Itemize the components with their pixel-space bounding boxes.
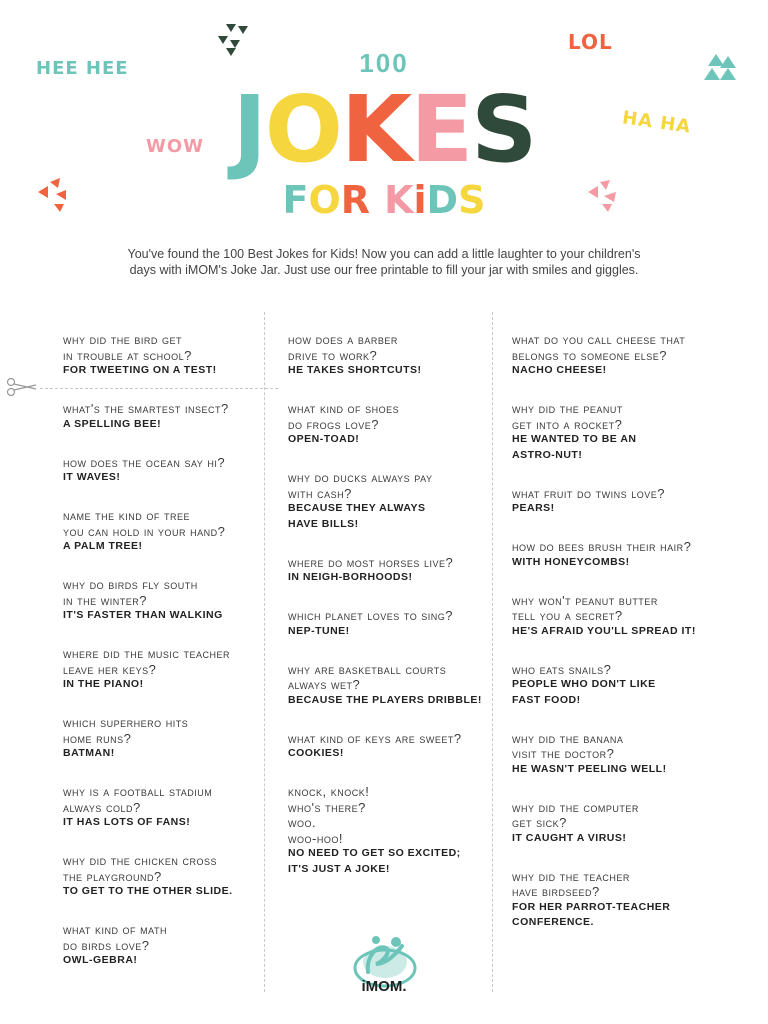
joke-question-line: what kind of keys are sweet? [288,730,462,746]
joke-answer-line: BECAUSE THE PLAYERS DRIBBLE! [288,693,482,706]
joke-answer-line: HE'S AFRAID YOU'LL SPREAD IT! [512,624,696,637]
joke-question-line: always cold? [63,799,141,815]
joke-question-line: why do birds fly south [63,577,198,592]
joke-item [288,608,493,639]
page-title [0,76,768,183]
joke-item [63,646,268,693]
joke-answer-line: ASTRO-NUT! [512,448,583,461]
sub-letter-k: K [384,178,414,222]
joke-item [63,577,268,624]
joke-answer-line: FOR TWEETING ON A TEST! [63,364,217,376]
joke-question-line: why won't peanut butter [512,592,658,608]
joke-item [288,784,493,877]
joke-item [63,784,268,831]
joke-question-line: why is a football stadium [63,784,213,799]
joke-answer-line: CONFERENCE. [512,916,594,928]
lol-text: LOL [568,30,613,54]
title-letter-j: J [232,76,265,183]
joke-item [512,332,717,379]
joke-question-line: how does the ocean say hi? [63,454,226,470]
sub-letter-d: D [426,178,459,222]
title-number: 100 [359,48,409,78]
joke-answer-line: A SPELLING BEE! [63,417,162,430]
joke-question-line: where did the music teacher [63,646,230,661]
joke-question-line: how does a barber [288,332,398,347]
joke-answer-line: FAST FOOD! [512,693,581,706]
joke-question-line: do birds love? [63,937,150,953]
joke-answer-line: OPEN-TOAD! [288,433,360,445]
joke-question-line: in the winter? [63,592,147,608]
sub-letter-s: S [458,178,486,222]
joke-answer-line: BECAUSE THEY ALWAYS [288,502,426,514]
joke-question-line: why did the chicken cross [63,853,217,868]
joke-item [63,853,268,900]
joke-item [512,662,717,709]
joke-column-2 [288,332,493,900]
joke-question-line: get sick? [512,815,567,830]
sub-letter-o: O [308,178,341,222]
joke-question-line: the playground? [63,868,162,884]
joke-answer-line: IT HAS LOTS OF FANS! [63,816,191,828]
joke-question-line: why are basketball courts [288,661,447,677]
joke-question-line: why do ducks always pay [288,470,433,485]
joke-question-line: tell you a secret? [512,608,623,623]
joke-item [512,869,717,931]
sub-letter-i: i [413,178,427,222]
joke-item [63,401,268,432]
joke-question-line: which superhero hits [63,715,189,730]
scissors-icon [6,378,38,396]
wow-decoration: WOW [146,136,205,157]
joke-item [512,486,717,517]
joke-answer-line: IN NEIGH-BORHOODS! [288,571,413,583]
joke-item [288,555,493,586]
title-letter-o: O [264,76,342,183]
joke-question-line: what kind of math [63,922,167,937]
joke-answer-line: HAVE BILLS! [288,517,359,530]
joke-question-line: which planet loves to sing? [288,608,454,623]
joke-item [288,470,493,532]
joke-question-line: get into a rocket? [512,416,623,432]
joke-item [288,731,493,762]
joke-item [288,662,493,709]
joke-column-3 [512,332,717,953]
joke-answer-line: OWL-GEBRA! [63,954,138,966]
joke-question-line: why did the teacher [512,868,630,884]
joke-question-line: drive to work? [288,347,378,363]
joke-question-line: how do bees brush their hair? [512,539,692,554]
joke-question-line: woo. [288,815,317,830]
joke-question-line: belongs to someone else? [512,347,667,363]
joke-question-line: with cash? [288,485,352,501]
joke-item [512,539,717,570]
joke-answer-line: PEOPLE WHO DON'T LIKE [512,678,656,690]
joke-answer-line: NEP-TUNE! [288,624,350,637]
joke-answer-line: FOR HER PARROT-TEACHER [512,900,671,913]
joke-answer-line: HE WANTED TO BE AN [512,433,637,445]
joke-question-line: where do most horses live? [288,554,454,570]
joke-answer-line: IT'S JUST A JOKE! [288,862,390,875]
joke-question-line: why did the peanut [512,401,623,416]
intro-text: You've found the 100 Best Jokes for Kids! Now you can add a little laughter to your children's days with iMOM's Joke Jar. Just use our free printable to fill your jar with smiles and giggles. [127,247,641,277]
joke-question-line: who's there? [288,799,366,815]
joke-question-line: why did the banana [512,730,624,746]
sub-letter-r: R [340,178,371,222]
sub-letter-f: F [282,178,309,222]
joke-question-line: leave her keys? [63,661,157,677]
joke-question-line: home runs? [63,730,132,746]
joke-answer-line: IT'S FASTER THAN WALKING [63,609,223,621]
joke-item [63,332,268,379]
joke-question-line: why did the computer [512,799,639,815]
joke-question-line: who eats snails? [512,661,612,677]
joke-answer-line: IN THE PIANO! [63,678,144,690]
joke-answer-line: NO NEED TO GET SO EXCITED; [288,847,461,859]
joke-item [63,455,268,486]
joke-question-line: what do you call cheese that [512,332,686,347]
joke-answer-line: NACHO CHEESE! [512,364,607,376]
title-letter-s: S [471,76,536,183]
joke-answer-line: COOKIES! [288,747,344,759]
joke-question-line: visit the doctor? [512,746,615,761]
joke-answer-line: WITH HONEYCOMBS! [512,555,630,568]
joke-question-line: name the kind of tree [63,508,190,523]
joke-question-line: always wet? [288,677,361,692]
imom-logo-text: iMOM. [361,978,407,995]
title-letter-e: E [410,76,472,183]
joke-question-line: what's the smartest insect? [63,401,229,416]
joke-question-line: knock, knock! [288,784,370,799]
joke-question-line: have birdseed? [512,884,600,899]
joke-item [63,508,268,555]
joke-item [512,731,717,778]
joke-question-line: in trouble at school? [63,347,192,363]
joke-question-line: do frogs love? [288,416,379,432]
title-letter-k: K [341,76,411,183]
ha-ha-decoration: HA HA [620,107,693,138]
joke-question-line: what fruit do twins love? [512,485,666,501]
joke-item [63,922,268,969]
joke-answer-line: IT CAUGHT A VIRUS! [512,831,627,844]
page-subtitle [0,178,768,222]
joke-item [288,401,493,448]
joke-item [63,715,268,762]
joke-item [512,593,717,640]
joke-answer-line: A PALM TREE! [63,540,143,552]
joke-column-1 [63,332,268,991]
joke-item [512,800,717,847]
joke-answer-line: BATMAN! [63,747,115,759]
joke-question-line: why did the bird get [63,332,182,347]
joke-item [288,332,493,379]
joke-answer-line: HE WASN'T PEELING WELL! [512,762,667,775]
joke-answer-line: HE TAKES SHORTCUTS! [288,364,422,376]
joke-question-line: woo-hoo! [288,830,343,846]
joke-answer-line: PEARS! [512,502,555,514]
joke-question-line: you can hold in your hand? [63,523,226,539]
joke-answer-line: TO GET TO THE OTHER SLIDE. [63,885,233,897]
joke-question-line: what kind of shoes [288,401,400,416]
joke-answer-line: IT WAVES! [63,471,121,483]
joke-item [512,401,717,463]
hee-hee-decoration: HEE HEE [36,58,129,79]
